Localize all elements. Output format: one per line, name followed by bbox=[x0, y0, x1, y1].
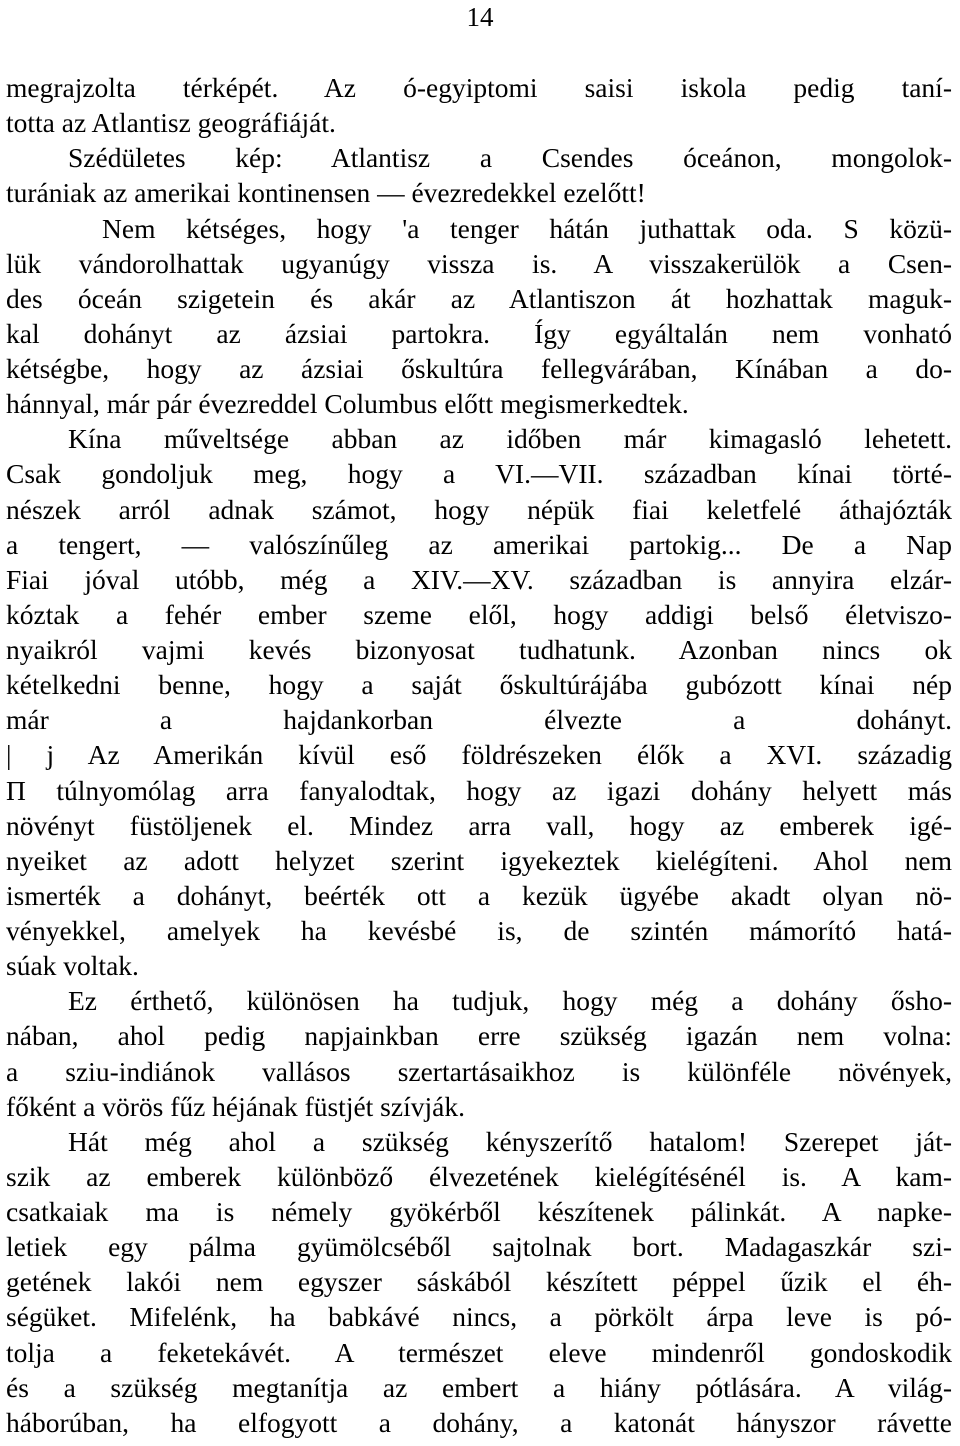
text-line-content: már a hajdankorban élvezte a dohányt. bbox=[6, 704, 952, 736]
text-line-content: totta az Atlantisz geográfiáját. bbox=[6, 107, 336, 139]
text-line bbox=[6, 456, 952, 491]
text-line bbox=[6, 773, 952, 808]
text-line-content: nészek arról adnak számot, hogy népük fiai keletfelé áthajózták bbox=[6, 493, 952, 525]
text-line bbox=[6, 140, 952, 175]
text-line bbox=[6, 105, 952, 140]
text-line-content: vényekkel, amelyek ha kevésbé is, de szintén mámorító hatá- bbox=[6, 915, 952, 946]
text-line bbox=[6, 281, 952, 316]
text-line bbox=[6, 597, 952, 632]
text-line bbox=[6, 1370, 952, 1405]
text-line bbox=[6, 913, 952, 948]
text-line-content: a tengert, — valószínűleg az amerikai partokig... De a Nap bbox=[6, 528, 952, 560]
text-line-content: Csak gondoljuk meg, hogy a VI.—VII. században kínai törté- bbox=[6, 458, 952, 490]
text-line bbox=[6, 386, 952, 421]
text-line bbox=[6, 351, 952, 386]
text-line-content: Nem kétséges, hogy 'a tenger hátán juthattak oda. S közü- bbox=[102, 212, 952, 244]
text-line-content: | j Az Amerikán kívül eső földrészeken élők a XVI. századig bbox=[6, 739, 952, 771]
text-line-content: turániak az amerikai kontinensen — évezredekkel ezelőtt! bbox=[6, 177, 646, 209]
text-line-content: kétségbe, hogy az ázsiai őskultúra fellegvárában, Kínában a do- bbox=[6, 353, 952, 384]
text-line-content: kóztak a fehér ember szeme elől, hogy addigi belső életviszo- bbox=[6, 598, 952, 630]
text-line-content: megrajzolta térképét. Az ó-egyiptomi saisi iskola pedig taní- bbox=[6, 72, 952, 103]
text-line bbox=[6, 1299, 952, 1334]
text-line-content: getének lakói nem egyszer sáskából készített péppel űzik el éh- bbox=[6, 1266, 952, 1298]
body-text bbox=[6, 70, 952, 1440]
text-line bbox=[6, 1018, 952, 1053]
text-line bbox=[6, 808, 952, 843]
text-line bbox=[6, 948, 952, 983]
text-line-content: csatkaiak ma is némely gyökérből készítenek pálinkát. A napke- bbox=[6, 1196, 952, 1227]
text-line-content: Kína műveltsége abban az időben már kimagasló lehetett. bbox=[68, 423, 952, 455]
text-line-content: Π túlnyomólag arra fanyalodtak, hogy az igazi dohány helyett más bbox=[6, 774, 952, 806]
text-line-content: főként a vörös fűz héjának füstjét szívják. bbox=[6, 1090, 465, 1122]
text-line bbox=[6, 1124, 952, 1159]
text-line bbox=[6, 492, 952, 527]
text-line-content: des óceán szigetein és akár az Atlantiszon át hozhattak maguk- bbox=[6, 282, 952, 314]
text-line-content: nyaikról vajmi kevés bizonyosat tudhatunk. Azonban nincs ok bbox=[6, 634, 952, 665]
text-line-content: növényt füstöljenek el. Mindez arra vall, hogy az emberek igé- bbox=[6, 809, 952, 841]
text-line bbox=[6, 667, 952, 702]
text-line bbox=[6, 1194, 952, 1229]
text-line bbox=[6, 1089, 952, 1124]
text-line bbox=[6, 1054, 952, 1089]
text-line-content: letiek egy pálma gyümölcséből sajtolnak bort. Madagaszkár szi- bbox=[6, 1231, 952, 1263]
page-number: 14 bbox=[466, 2, 494, 32]
text-line bbox=[6, 421, 952, 456]
text-line bbox=[6, 843, 952, 878]
text-line-content: tolja a feketekávét. A természet eleve mindenről gondoskodik bbox=[6, 1336, 952, 1368]
text-line bbox=[6, 562, 952, 597]
text-line-content: Szédületes kép: Atlantisz a Csendes óceánon, mongolok- bbox=[68, 142, 952, 174]
text-line bbox=[6, 175, 952, 210]
text-line bbox=[6, 1229, 952, 1264]
text-line-content: háborúban, ha elfogyott a dohány, a katonát hányszor rávette bbox=[6, 1406, 952, 1438]
text-line-content: Fiai jóval utóbb, még a XIV.—XV. században is annyira elzár- bbox=[6, 563, 952, 595]
text-line-content: nyeiket az adott helyzet szerint igyekeztek kielégíteni. Ahol nem bbox=[6, 844, 952, 876]
text-line-content: kal dohányt az ázsiai partokra. Így egyáltalán nem vonható bbox=[6, 317, 952, 349]
text-line bbox=[6, 70, 952, 105]
text-line-content: Ez érthető, különösen ha tudjuk, hogy még a dohány ősho- bbox=[68, 985, 952, 1017]
text-line-content: kételkedni benne, hogy a saját őskultúrájába gubózott kínai nép bbox=[6, 669, 952, 701]
text-line bbox=[6, 527, 952, 562]
text-line-content: nában, ahol pedig napjainkban erre szükség igazán nem volna: bbox=[6, 1020, 952, 1052]
text-line bbox=[6, 211, 952, 246]
text-line-content: ismerték a dohányt, beérték ott a kezük ügyébe akadt olyan nö- bbox=[6, 879, 952, 911]
text-line bbox=[6, 878, 952, 913]
text-line-content: szik az emberek különböző élvezetének kielégítésénél is. A kam- bbox=[6, 1160, 952, 1192]
text-line bbox=[6, 737, 952, 772]
text-line-content: súak voltak. bbox=[6, 950, 139, 982]
text-line-content: és a szükség megtanítja az embert a hiány pótlására. A világ- bbox=[6, 1371, 952, 1403]
text-line bbox=[6, 1335, 952, 1370]
text-line bbox=[6, 316, 952, 351]
text-line bbox=[6, 1405, 952, 1440]
text-line-content: lük vándorolhattak ugyanúgy vissza is. A visszakerülök a Csen- bbox=[6, 247, 952, 279]
text-line bbox=[6, 983, 952, 1018]
text-line-content: a sziu-indiánok vallásos szertartásaikhoz is különféle növények, bbox=[6, 1055, 952, 1087]
text-line-content: ségüket. Mifelénk, ha babkávé nincs, a pörkölt árpa leve is pó- bbox=[6, 1301, 952, 1333]
text-line bbox=[6, 246, 952, 281]
text-line-content: hánnyal, már pár évezreddel Columbus előtt megismerkedtek. bbox=[6, 388, 689, 420]
text-line bbox=[6, 632, 952, 667]
text-line bbox=[6, 702, 952, 737]
text-line bbox=[6, 1159, 952, 1194]
text-line-content: Hát még ahol a szükség kényszerítő hatalom! Szerepet ját- bbox=[68, 1125, 952, 1157]
text-line bbox=[6, 1264, 952, 1299]
